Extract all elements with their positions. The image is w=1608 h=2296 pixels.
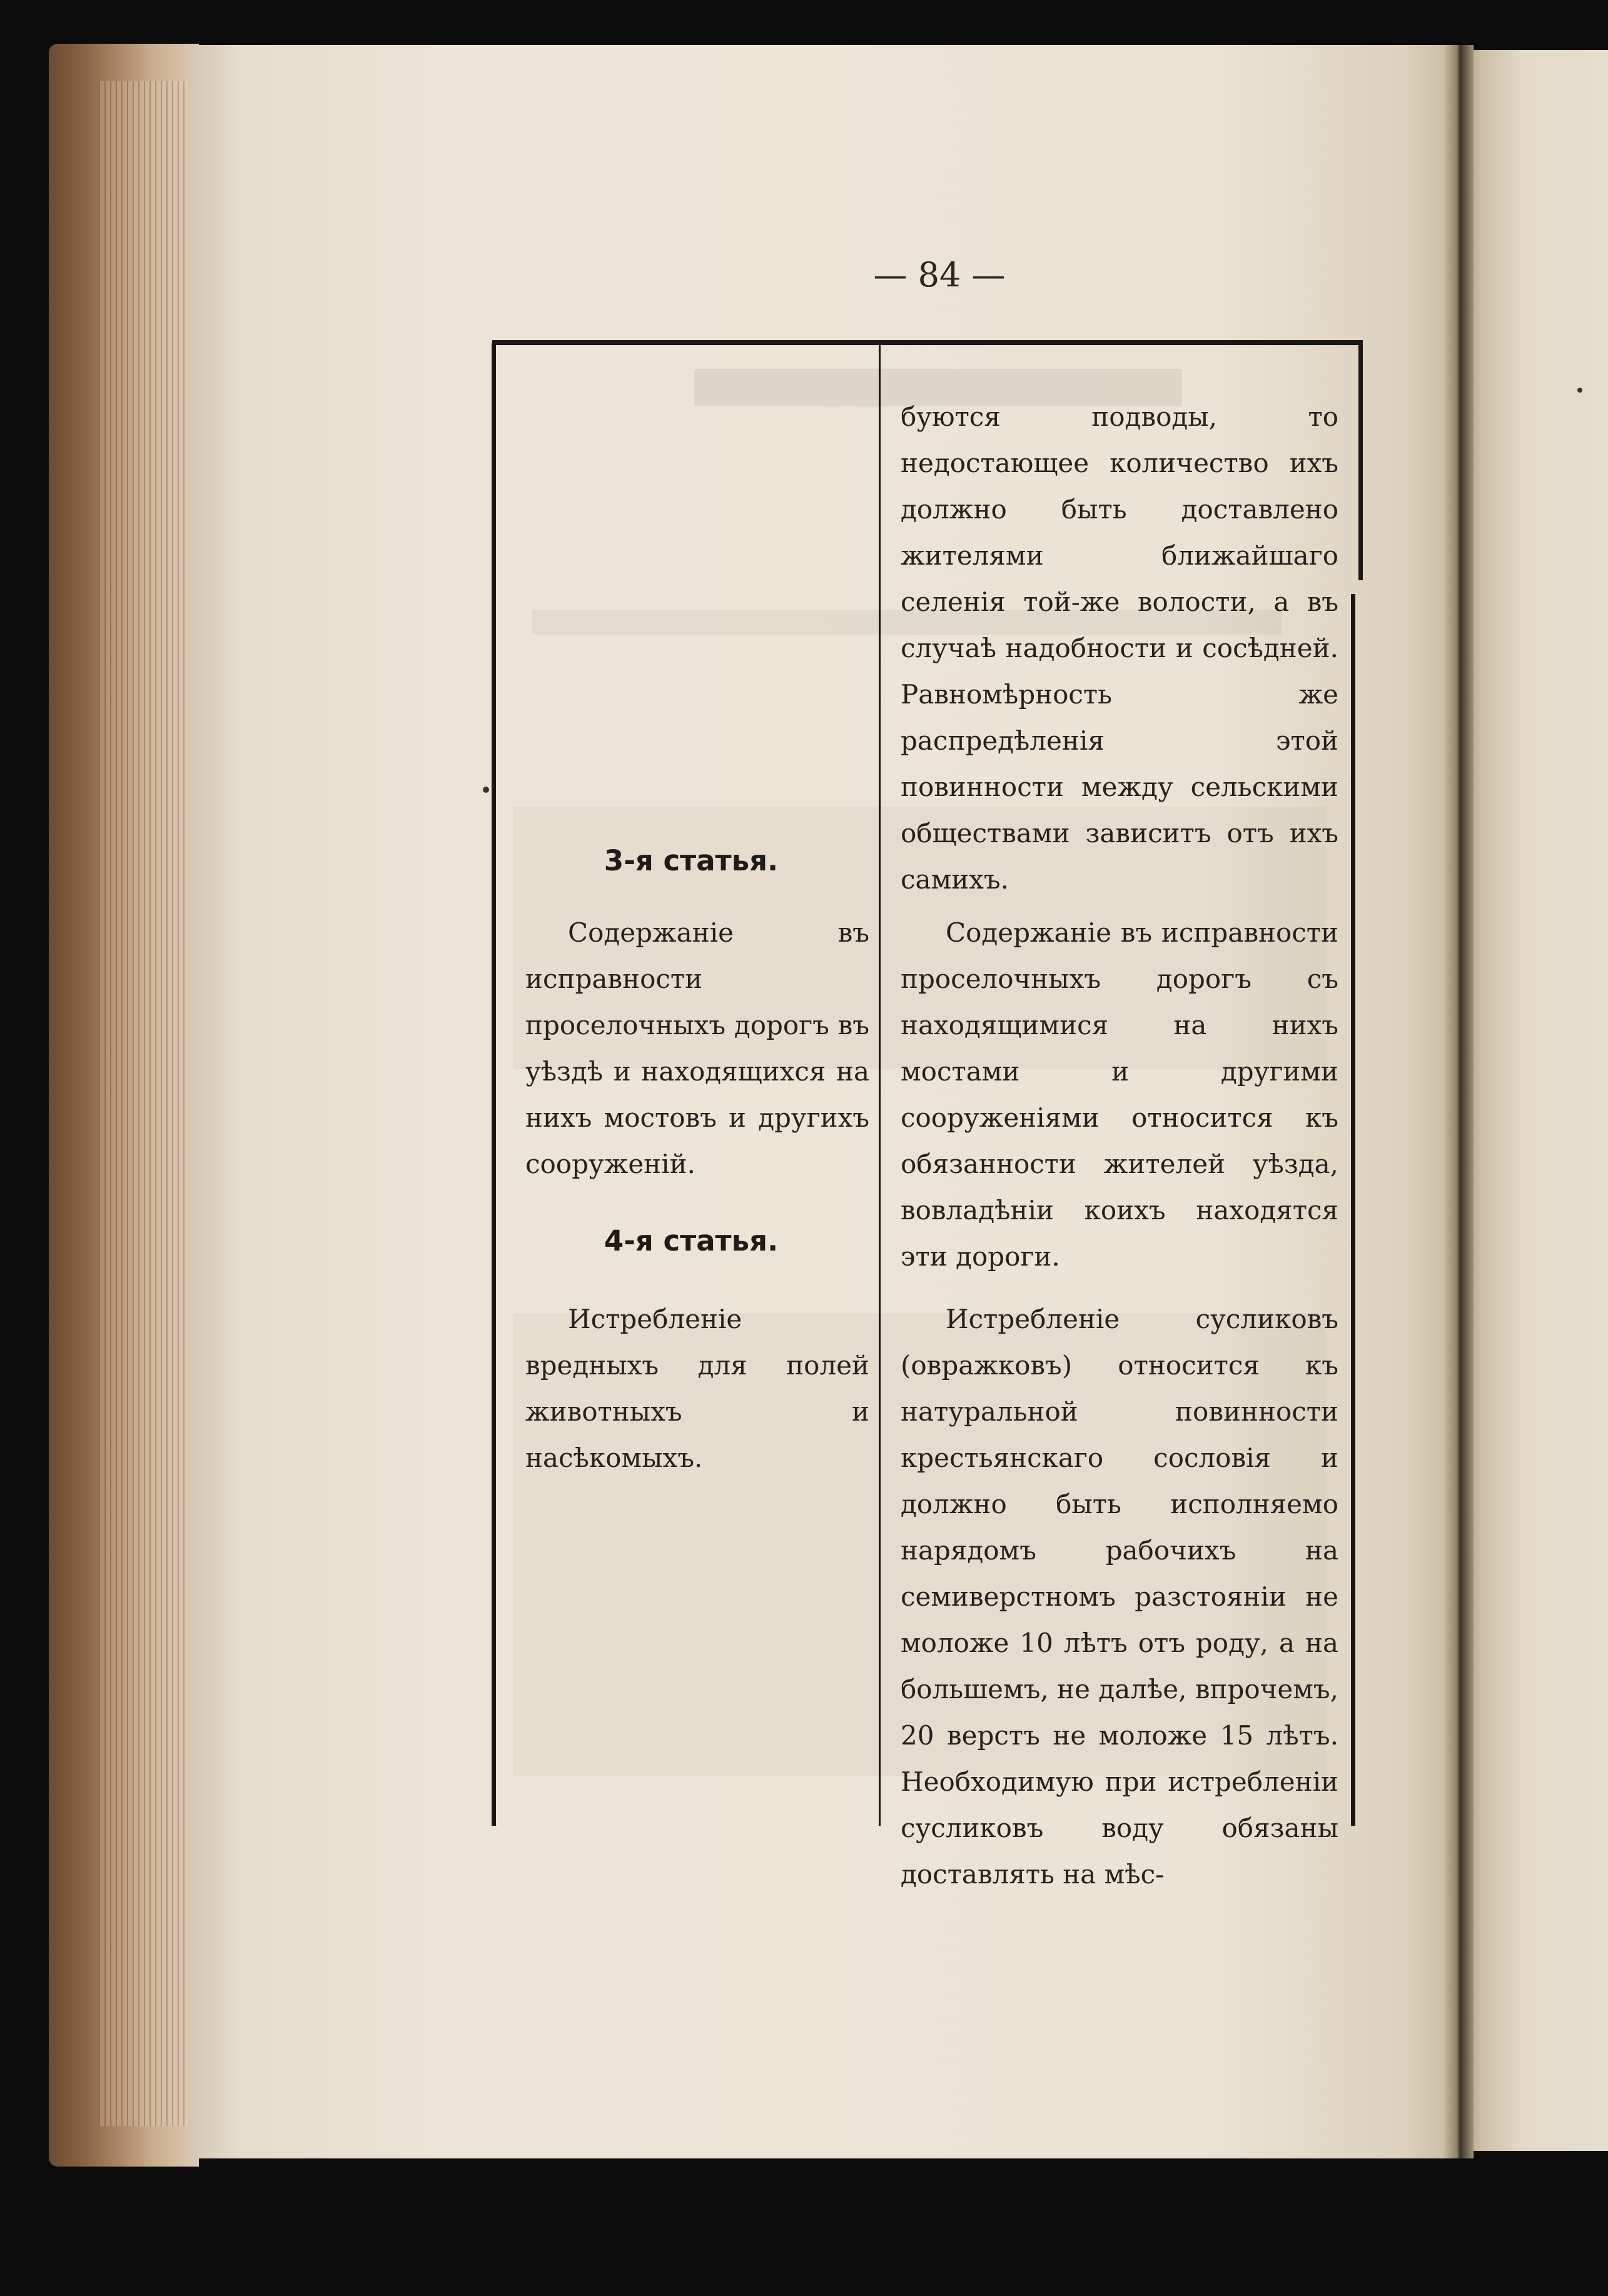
continuation-paragraph: буются подводы, то недостающее количество ихъ должно быть доставлено жителями ближайшаго селенія той-же волости, а въ случаѣ надобности и сосѣдней. Равномѣрность же распредѣленія этой повинности между сельскими обществами зависитъ отъ ихъ самихъ. bbox=[901, 401, 1338, 895]
article-4-heading: 4-я статья. bbox=[604, 1224, 779, 1257]
table-left-border bbox=[492, 343, 496, 1826]
page-number: — 84 — bbox=[873, 255, 1006, 295]
article-3-title: Содержаніе въ исправности проселочныхъ дорогъ въ уѣздѣ и находящихся на нихъ мостовъ и другихъ сооруженій. bbox=[525, 917, 869, 1179]
book-page-edges bbox=[49, 44, 199, 2167]
table-right-border-top bbox=[1358, 343, 1363, 580]
table-right-border-bottom bbox=[1351, 594, 1355, 1826]
book-gutter bbox=[1444, 45, 1474, 2158]
article-4-body: Истребленіе сусликовъ (овражковъ) относится къ натуральной повинности крестьянскаго сословія и должно быть исполняемо нарядомъ рабочихъ на семиверстномъ разстояніи не моложе 10 лѣтъ отъ роду, а на большемъ, не далѣе, впрочемъ, 20 верстъ не моложе 15 лѣтъ. Необходимую при истребленіи сусликовъ воду обязаны доставлять на мѣс- bbox=[901, 1304, 1338, 1890]
article-3-body: Содержаніе въ исправности проселочныхъ дорогъ съ находящимися на нихъ мостами и другими сооруженіями относится къ обязанности жителей уѣзда, вовладѣніи коихъ находятся эти дороги. bbox=[901, 917, 1338, 1272]
article-3-heading: 3-я статья. bbox=[604, 844, 779, 877]
article-4-title: Истребленіе вредныхъ для полей животныхъ и насѣкомыхъ. bbox=[525, 1304, 869, 1473]
facing-page-edge bbox=[1464, 50, 1608, 2151]
table-top-rule bbox=[492, 340, 1363, 345]
paper-speck bbox=[1577, 388, 1582, 393]
column-divider bbox=[879, 343, 881, 1826]
paper-speck bbox=[483, 787, 489, 793]
